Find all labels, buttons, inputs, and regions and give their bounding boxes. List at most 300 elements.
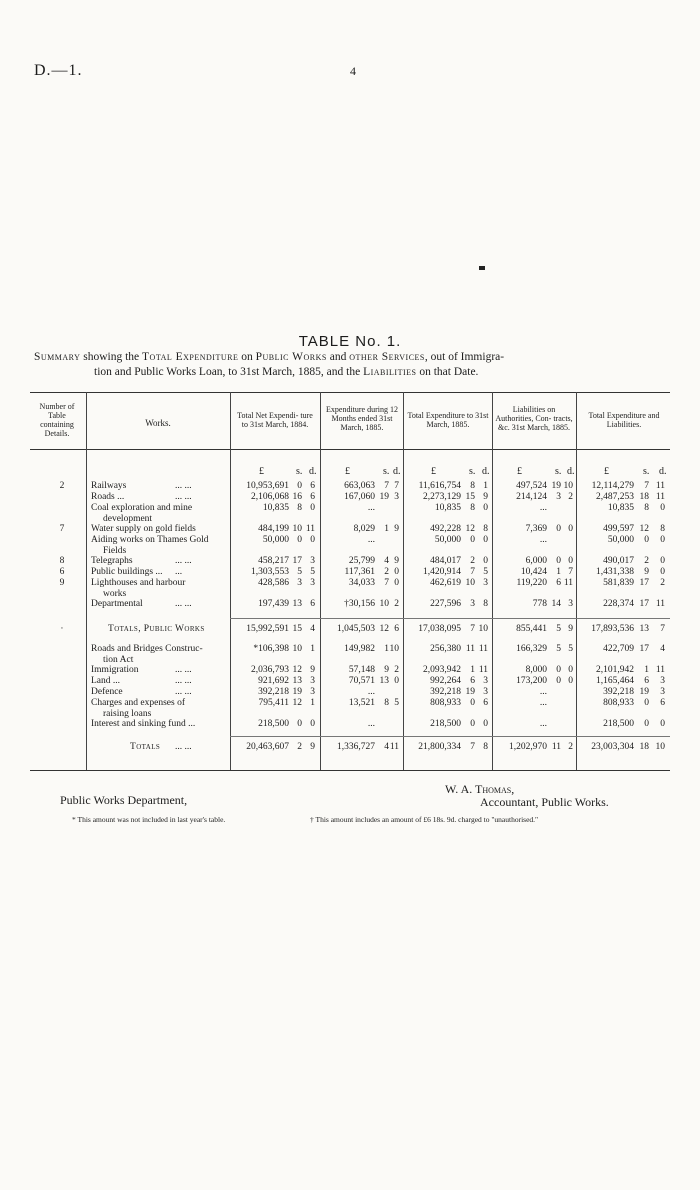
- leader-dots: ... ...: [175, 742, 192, 752]
- amount-shillings: 13: [639, 624, 649, 634]
- amount-shillings: 5: [556, 624, 561, 634]
- amount-pounds: 7,369: [525, 524, 547, 534]
- amount-pence: 10: [389, 644, 399, 654]
- page-number: 4: [350, 64, 356, 78]
- amount-shillings: 19: [639, 687, 649, 697]
- amount-shillings: 2: [470, 556, 475, 566]
- amount-pence: 0: [310, 719, 315, 729]
- amount-shillings: 7: [470, 742, 475, 752]
- amount-shillings: 10: [465, 578, 475, 588]
- amount-pounds: ...: [539, 687, 547, 697]
- table-number: 9: [59, 578, 65, 588]
- amount-pence: 10: [563, 481, 573, 491]
- amount-pounds: 855,441: [516, 624, 547, 634]
- amount-pence: 1: [483, 481, 488, 491]
- s-unit: s.: [555, 466, 562, 477]
- amount-shillings: 12: [639, 524, 649, 534]
- amount-pence: 0: [568, 676, 573, 686]
- amount-pence: 2: [394, 599, 399, 609]
- amount-pence: 3: [310, 676, 315, 686]
- amount-shillings: 18: [639, 742, 649, 752]
- amount-pence: 6: [394, 624, 399, 634]
- caption-text: on that Date.: [416, 366, 479, 378]
- amount-shillings: 0: [556, 556, 561, 566]
- amount-pence: 0: [660, 535, 665, 545]
- amount-shillings: 18: [639, 492, 649, 502]
- amount-pounds: 166,329: [516, 644, 547, 654]
- amount-shillings: 8: [384, 698, 389, 708]
- amount-shillings: 13: [292, 599, 302, 609]
- amount-pence: 0: [483, 556, 488, 566]
- amount-shillings: 4: [384, 742, 389, 752]
- leader-dots: ...: [175, 567, 183, 577]
- amount-pence: 3: [483, 676, 488, 686]
- footer-department: Public Works Department,: [60, 793, 188, 807]
- amount-pence: 11: [478, 665, 488, 675]
- table-row: [0, 578, 700, 589]
- amount-shillings: 19: [465, 687, 475, 697]
- amount-pence: 0: [568, 556, 573, 566]
- amount-pounds: 20,463,607: [246, 742, 289, 752]
- caption-text: on: [238, 351, 256, 363]
- amount-pounds: 173,200: [516, 676, 547, 686]
- amount-pounds: 484,199: [258, 524, 289, 534]
- works-name: Railways: [91, 481, 127, 491]
- amount-pounds: 227,596: [430, 599, 461, 609]
- amount-pounds: 2,487,253: [596, 492, 634, 502]
- amount-shillings: 13: [379, 676, 389, 686]
- amount-pounds: 1,336,727: [337, 742, 375, 752]
- works-name: Coal exploration and mine: [91, 503, 193, 513]
- amount-pounds: 2,093,942: [423, 665, 461, 675]
- s-unit: s.: [296, 466, 303, 477]
- amount-shillings: 8: [470, 481, 475, 491]
- amount-pence: 1: [310, 698, 315, 708]
- amount-pence: 7: [394, 481, 399, 491]
- column-header-works: Works.: [145, 418, 171, 428]
- amount-pence: 0: [483, 535, 488, 545]
- amount-shillings: 5: [297, 567, 302, 577]
- amount-pence: 7: [660, 624, 665, 634]
- caption-sc: Liabilities: [363, 366, 417, 378]
- amount-pence: 5: [310, 567, 315, 577]
- table-title: TABLE No. 1.: [298, 333, 402, 350]
- amount-shillings: 8: [297, 503, 302, 513]
- amount-pounds: 808,933: [430, 698, 461, 708]
- amount-pounds: 228,374: [603, 599, 634, 609]
- amount-pounds: 149,982: [344, 644, 375, 654]
- amount-pounds: 581,839: [603, 578, 634, 588]
- amount-pounds: 8,000: [525, 665, 547, 675]
- ink-speck: [479, 266, 485, 270]
- amount-pence: 9: [483, 492, 488, 502]
- column-header-total-expenditure: Total Expenditure to 31st March, 1885.: [407, 411, 489, 429]
- amount-shillings: 12: [379, 624, 389, 634]
- amount-shillings: 19: [292, 687, 302, 697]
- amount-pence: 1: [310, 644, 315, 654]
- works-name: Aiding works on Thames Gold: [91, 535, 209, 545]
- leader-dots: ... ...: [175, 665, 192, 675]
- amount-pence: 9: [394, 524, 399, 534]
- table-row: [0, 719, 700, 730]
- amount-pounds: 50,000: [434, 535, 461, 545]
- amount-pounds: 34,033: [348, 578, 375, 588]
- amount-pence: 5: [568, 644, 573, 654]
- amount-pounds: 1,045,503: [337, 624, 375, 634]
- pound-unit: £: [604, 466, 609, 477]
- works-name: Fields: [103, 546, 127, 556]
- amount-pounds: 2,036,793: [251, 665, 289, 675]
- amount-shillings: 7: [470, 624, 475, 634]
- amount-pounds: 392,218: [603, 687, 634, 697]
- amount-pence: 3: [660, 687, 665, 697]
- amount-shillings: 12: [465, 524, 475, 534]
- works-name: Departmental: [91, 599, 143, 609]
- amount-pounds: 10,835: [434, 503, 461, 513]
- amount-shillings: 6: [470, 676, 475, 686]
- leader-dots: ... ...: [175, 599, 192, 609]
- table-row: [0, 599, 700, 610]
- table-row: [0, 503, 700, 514]
- amount-pounds: 218,500: [430, 719, 461, 729]
- amount-pounds: 57,148: [348, 665, 375, 675]
- amount-pounds: 1,431,338: [596, 567, 634, 577]
- amount-pence: 0: [310, 535, 315, 545]
- amount-pounds: 8,029: [353, 524, 375, 534]
- works-name: Public buildings ...: [91, 567, 163, 577]
- amount-shillings: 12: [292, 665, 302, 675]
- subtotal-rule: [230, 618, 670, 619]
- pound-unit: £: [259, 466, 264, 477]
- amount-pence: 11: [655, 492, 665, 502]
- amount-pence: 3: [310, 556, 315, 566]
- header-bottom-rule: [30, 449, 670, 450]
- amount-shillings: 9: [644, 567, 649, 577]
- amount-pounds: 25,799: [348, 556, 375, 566]
- amount-pounds: 70,571: [348, 676, 375, 686]
- works-name: works: [103, 589, 127, 599]
- amount-pounds: 10,424: [520, 567, 547, 577]
- footnote-asterisk: * This amount was not included in last year's table.: [72, 815, 226, 824]
- table-row: [0, 687, 700, 698]
- amount-pounds: 214,124: [516, 492, 547, 502]
- d-unit: d.: [659, 466, 667, 477]
- amount-shillings: 1: [644, 665, 649, 675]
- amount-shillings: 6: [644, 676, 649, 686]
- amount-pounds: 484,017: [430, 556, 461, 566]
- amount-pence: 0: [394, 567, 399, 577]
- amount-shillings: 17: [639, 599, 649, 609]
- amount-shillings: 19: [551, 481, 561, 491]
- amount-pence: 3: [660, 676, 665, 686]
- leader-dots: ... ...: [175, 676, 192, 686]
- amount-pence: 11: [655, 481, 665, 491]
- amount-pence: 2: [660, 578, 665, 588]
- amount-shillings: 8: [644, 503, 649, 513]
- amount-pounds: 10,835: [607, 503, 634, 513]
- table-row: [0, 481, 700, 492]
- table-caption: [34, 350, 670, 380]
- table-number: 8: [59, 556, 65, 566]
- amount-shillings: 2: [644, 556, 649, 566]
- amount-pounds: 1,420,914: [423, 567, 461, 577]
- works-name: Land ...: [91, 676, 121, 686]
- amount-shillings: 3: [470, 599, 475, 609]
- amount-pence: 11: [389, 742, 399, 752]
- subtotal-row: [0, 624, 700, 635]
- amount-pence: 4: [310, 624, 315, 634]
- amount-pounds: 197,439: [258, 599, 289, 609]
- amount-pounds: 256,380: [430, 644, 461, 654]
- table-top-rule: [30, 392, 670, 393]
- amount-pounds: 2,106,068: [251, 492, 289, 502]
- column-header-number: Number of Table containing Details.: [39, 402, 75, 438]
- amount-pounds: 1,165,464: [596, 676, 634, 686]
- amount-shillings: 0: [297, 719, 302, 729]
- amount-shillings: 1: [384, 644, 389, 654]
- caption-text: , out of Immigra-: [424, 351, 505, 363]
- amount-pence: 2: [394, 665, 399, 675]
- amount-pounds: 1,202,970: [509, 742, 547, 752]
- pound-unit: £: [431, 466, 436, 477]
- total-rule: [230, 736, 670, 737]
- amount-pence: 6: [660, 698, 665, 708]
- leader-dots: ... ...: [175, 687, 192, 697]
- amount-shillings: 3: [556, 492, 561, 502]
- table-row: [0, 644, 700, 655]
- amount-pounds: 428,586: [258, 578, 289, 588]
- amount-pence: 2: [568, 492, 573, 502]
- table-row: [0, 698, 700, 709]
- amount-pounds: 218,500: [603, 719, 634, 729]
- amount-shillings: 0: [644, 535, 649, 545]
- amount-pounds: 23,003,304: [591, 742, 634, 752]
- leader-dots: ... ...: [175, 556, 192, 566]
- amount-pounds: 17,038,095: [418, 624, 461, 634]
- works-name: Interest and sinking fund ...: [91, 719, 196, 729]
- works-name: Immigration: [91, 665, 139, 675]
- d-unit: d.: [309, 466, 317, 477]
- table-row: [0, 665, 700, 676]
- amount-shillings: 17: [292, 556, 302, 566]
- works-name: Telegraphs: [91, 556, 133, 566]
- amount-pounds: 117,361: [344, 567, 375, 577]
- amount-shillings: 7: [384, 578, 389, 588]
- amount-pence: 3: [483, 687, 488, 697]
- column-header-twelve-months: Expenditure during 12 Months ended 31st March, 1885.: [326, 405, 398, 432]
- amount-pounds: 15,992,591: [246, 624, 289, 634]
- amount-shillings: 12: [292, 698, 302, 708]
- amount-pounds: 11,616,754: [418, 481, 461, 491]
- caption-text: showing the: [80, 351, 143, 363]
- amount-shillings: 1: [384, 524, 389, 534]
- amount-pounds: 119,220: [516, 578, 547, 588]
- amount-pounds: †30,156: [344, 599, 375, 609]
- total-row: [0, 742, 700, 753]
- s-unit: s.: [469, 466, 476, 477]
- amount-pounds: 992,264: [430, 676, 461, 686]
- amount-pence: 3: [394, 492, 399, 502]
- amount-shillings: 6: [556, 578, 561, 588]
- amount-shillings: 15: [292, 624, 302, 634]
- amount-shillings: 14: [551, 599, 561, 609]
- amount-pounds: 21,800,334: [418, 742, 461, 752]
- amount-shillings: 5: [556, 644, 561, 654]
- amount-pence: 11: [563, 578, 573, 588]
- amount-pounds: 2,101,942: [596, 665, 634, 675]
- amount-pence: 11: [305, 524, 315, 534]
- works-name: tion Act: [103, 655, 134, 665]
- pound-unit: £: [345, 466, 350, 477]
- amount-pence: 9: [310, 742, 315, 752]
- works-name: Totals: [130, 742, 161, 752]
- amount-pence: 11: [478, 644, 488, 654]
- amount-shillings: 2: [297, 742, 302, 752]
- amount-shillings: 10: [292, 524, 302, 534]
- works-name: Roads ...: [91, 492, 125, 502]
- leader-dots: ... ...: [175, 481, 192, 491]
- d-unit: d.: [482, 466, 490, 477]
- amount-pounds: 10,835: [262, 503, 289, 513]
- table-row: [0, 492, 700, 503]
- works-name: Lighthouses and harbour: [91, 578, 186, 588]
- caption-line-2: [34, 365, 670, 380]
- amount-shillings: 7: [470, 567, 475, 577]
- amount-pounds: 462,619: [430, 578, 461, 588]
- works-name: development: [103, 514, 153, 524]
- caption-sc: Total Expenditure: [142, 351, 239, 363]
- amount-pence: 3: [310, 578, 315, 588]
- signature-name: W. A. Thomas,: [445, 782, 515, 796]
- amount-pence: 0: [660, 567, 665, 577]
- amount-pence: 9: [568, 624, 573, 634]
- amount-pence: 0: [568, 524, 573, 534]
- amount-shillings: 11: [465, 644, 475, 654]
- amount-pounds: 10,953,691: [246, 481, 289, 491]
- table-row: [0, 535, 700, 546]
- document-code: D.—1.: [34, 62, 83, 79]
- amount-shillings: 0: [556, 665, 561, 675]
- amount-pence: 7: [568, 567, 573, 577]
- amount-shillings: 11: [551, 742, 561, 752]
- amount-shillings: 17: [639, 644, 649, 654]
- footer-role: Accountant, Public Works.: [480, 795, 609, 809]
- d-unit: d.: [393, 466, 401, 477]
- amount-pence: 8: [483, 742, 488, 752]
- amount-pounds: 17,893,536: [591, 624, 634, 634]
- works-name: Charges and expenses of: [91, 698, 186, 708]
- works-name: Totals, Public Works: [108, 624, 205, 634]
- amount-pence: 5: [394, 698, 399, 708]
- amount-pounds: 490,017: [603, 556, 634, 566]
- amount-pence: 0: [568, 665, 573, 675]
- works-name: Water supply on gold fields: [91, 524, 196, 534]
- amount-pounds: ...: [539, 535, 547, 545]
- amount-shillings: 0: [644, 698, 649, 708]
- column-header-total-and-liabilities: Total Expenditure and Liabilities.: [588, 411, 660, 429]
- amount-pence: 3: [310, 687, 315, 697]
- amount-pence: 6: [310, 481, 315, 491]
- amount-shillings: 7: [644, 481, 649, 491]
- amount-shillings: 8: [470, 503, 475, 513]
- column-header-liabilities: Liabilities on Authorities, Con- tracts, &c. 31st March, 1885.: [495, 405, 573, 432]
- caption-sc: Public Works: [255, 351, 327, 363]
- amount-pounds: ...: [367, 719, 375, 729]
- amount-shillings: 16: [292, 492, 302, 502]
- amount-pounds: 1,303,553: [251, 567, 289, 577]
- amount-pence: 2: [568, 742, 573, 752]
- amount-pounds: 12,114,279: [591, 481, 634, 491]
- amount-pence: 8: [483, 599, 488, 609]
- amount-shillings: 4: [384, 556, 389, 566]
- amount-pounds: ...: [539, 503, 547, 513]
- amount-pounds: 663,063: [344, 481, 375, 491]
- amount-pence: 9: [310, 665, 315, 675]
- amount-pounds: ...: [367, 687, 375, 697]
- amount-pence: 0: [660, 503, 665, 513]
- pound-unit: £: [517, 466, 522, 477]
- amount-shillings: 0: [556, 676, 561, 686]
- amount-pounds: 2,273,129: [423, 492, 461, 502]
- amount-pounds: 50,000: [607, 535, 634, 545]
- amount-pounds: ...: [367, 503, 375, 513]
- amount-pence: 11: [655, 665, 665, 675]
- amount-pounds: ...: [367, 535, 375, 545]
- amount-pounds: 921,692: [258, 676, 289, 686]
- amount-pence: 5: [483, 567, 488, 577]
- leader-dots: ... ...: [175, 492, 192, 502]
- amount-shillings: 10: [292, 644, 302, 654]
- amount-shillings: 9: [384, 665, 389, 675]
- table-bottom-rule: [30, 770, 670, 771]
- amount-shillings: 1: [470, 665, 475, 675]
- amount-pounds: 13,521: [348, 698, 375, 708]
- amount-pence: 0: [394, 676, 399, 686]
- amount-pence: 0: [483, 719, 488, 729]
- amount-pounds: ...: [539, 698, 547, 708]
- column-header-net-expenditure: Total Net Expendi- ture to 31st March, 1884.: [237, 411, 313, 429]
- amount-shillings: 3: [297, 578, 302, 588]
- amount-pounds: ...: [539, 719, 547, 729]
- amount-pence: 0: [310, 503, 315, 513]
- amount-pounds: 808,933: [603, 698, 634, 708]
- table-row: [0, 556, 700, 567]
- works-name: Roads and Bridges Construc-: [91, 644, 203, 654]
- table-row: [0, 567, 700, 578]
- amount-pounds: 778: [532, 599, 547, 609]
- amount-pence: 3: [483, 578, 488, 588]
- amount-pence: 6: [483, 698, 488, 708]
- amount-shillings: 0: [297, 535, 302, 545]
- amount-pounds: 50,000: [262, 535, 289, 545]
- amount-pence: 6: [310, 599, 315, 609]
- amount-pence: 0: [660, 719, 665, 729]
- amount-pounds: 218,500: [258, 719, 289, 729]
- amount-pence: 8: [660, 524, 665, 534]
- d-unit: d.: [567, 466, 575, 477]
- amount-pence: 0: [660, 556, 665, 566]
- amount-pounds: 392,218: [258, 687, 289, 697]
- amount-pence: 3: [568, 599, 573, 609]
- caption-text: and: [326, 351, 350, 363]
- amount-pence: 0: [483, 503, 488, 513]
- amount-pounds: 497,524: [516, 481, 547, 491]
- caption-summary-word: Summary: [34, 351, 81, 363]
- works-name: raising loans: [103, 709, 152, 719]
- amount-pounds: 167,060: [344, 492, 375, 502]
- table-row: [0, 524, 700, 535]
- caption-sc: other Services: [349, 351, 425, 363]
